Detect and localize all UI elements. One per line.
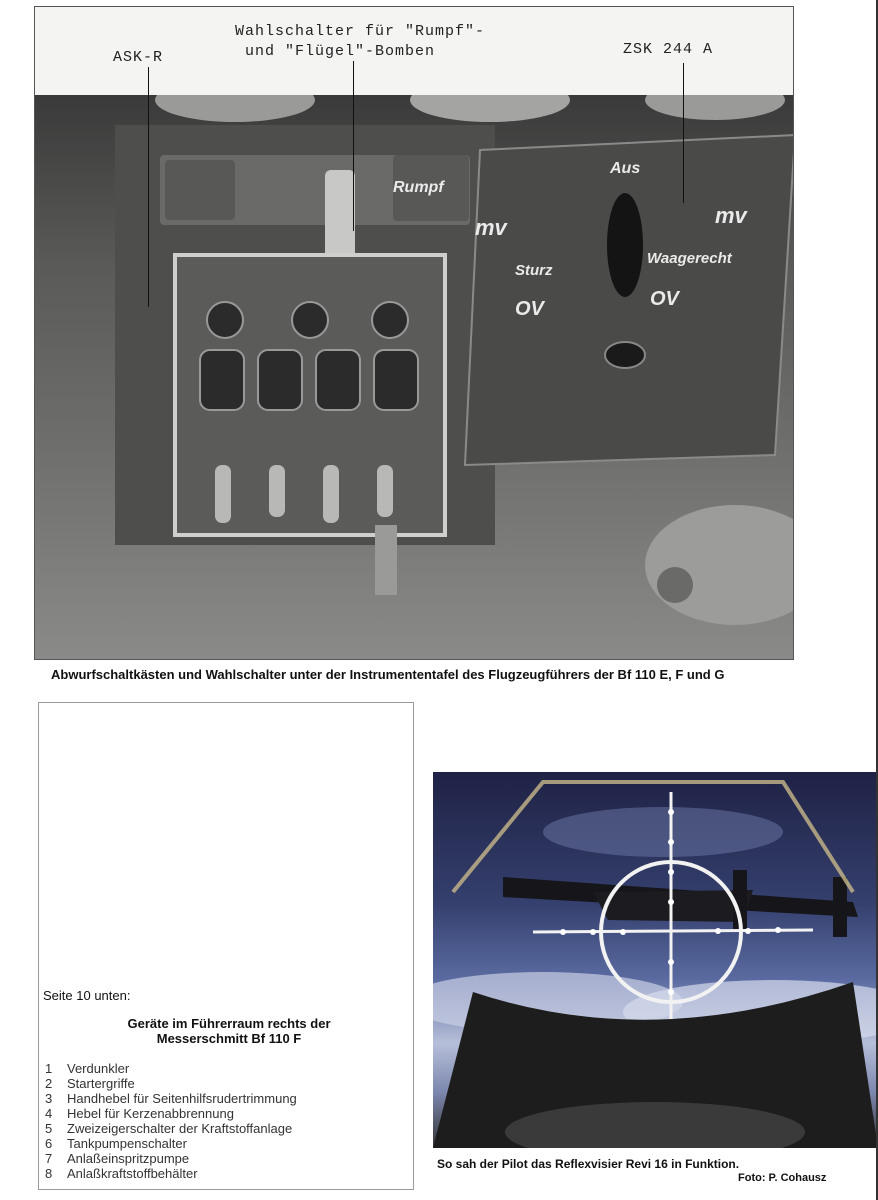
legend-item: 6 Tankpumpenschalter xyxy=(45,1136,187,1151)
legend-subtitle-line2: Messerschmitt Bf 110 F xyxy=(156,1031,302,1046)
legend-heading: Seite 10 unten: xyxy=(43,988,131,1003)
legend-item: 2 Startergriffe xyxy=(45,1076,135,1091)
legend-item: 1 Verdunkler xyxy=(45,1061,130,1076)
legend-subtitle-line1: Geräte im Führerraum rechts der xyxy=(127,1016,331,1031)
marking-mv-right: mv xyxy=(715,203,747,228)
legend-list xyxy=(45,1061,405,1181)
legend-box xyxy=(38,702,414,1190)
callout-selector-line xyxy=(353,61,354,231)
marking-waagerecht: Waagerecht xyxy=(647,250,732,267)
callout-zsk-line xyxy=(683,63,684,203)
label-selector-line2: und "Flügel"-Bomben xyxy=(245,43,436,60)
legend-item: 4 Hebel für Kerzenabbrennung xyxy=(45,1106,234,1121)
legend-subtitle xyxy=(79,1016,379,1046)
label-ask-r: ASK-R xyxy=(113,49,164,66)
legend-item: 3 Handhebel für Seitenhilfsrudertrimmung xyxy=(45,1091,297,1106)
legend-item: 8 Anlaßkraftstoffbehälter xyxy=(45,1166,198,1181)
cockpit-switch-figure xyxy=(34,6,794,660)
marking-mv-left: mv xyxy=(475,215,507,240)
marking-ov-left: OV xyxy=(515,298,544,320)
legend-item: 5 Zweizeigerschalter der Kraftstoffanlage xyxy=(45,1121,293,1136)
revi-sight-drawing xyxy=(433,772,878,1148)
marking-rumpf: Rumpf xyxy=(393,179,444,196)
label-selector-line1: Wahlschalter für "Rumpf"- xyxy=(235,23,486,40)
cockpit-photo-caption: Abwurfschaltkästen und Wahlschalter unter der Instrumententafel des Flugzeugführers der Bf 110 E, F und G xyxy=(51,667,725,682)
callout-ask-r-line xyxy=(148,67,149,307)
revi-photo-caption: So sah der Pilot das Reflexvisier Revi 16 in Funktion. xyxy=(437,1157,740,1171)
label-zsk: ZSK 244 A xyxy=(623,41,714,58)
legend-item: 7 Anlaßeinspritzpumpe xyxy=(45,1151,190,1166)
revi-photo-credit: Foto: P. Cohausz xyxy=(738,1172,827,1184)
marking-aus: Aus xyxy=(610,160,641,177)
marking-sturz: Sturz xyxy=(515,262,553,279)
marking-ov-right: OV xyxy=(650,288,679,310)
revi-sight-photo xyxy=(433,772,878,1148)
